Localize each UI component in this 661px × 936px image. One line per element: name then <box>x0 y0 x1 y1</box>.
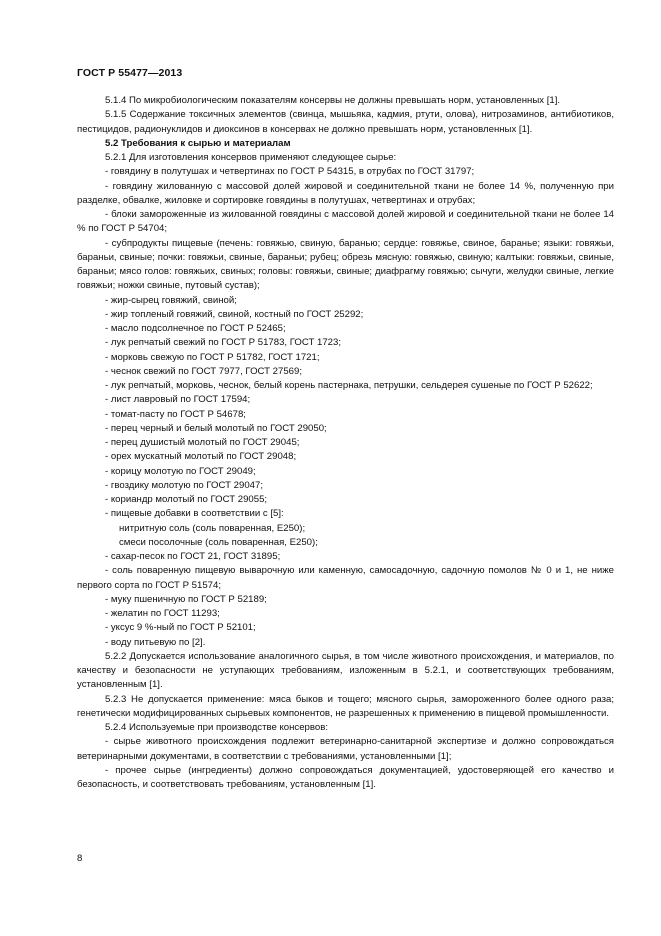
list-item: - орех мускатный молотый по ГОСТ 29048; <box>105 451 297 463</box>
list-item: - перец черный и белый молотый по ГОСТ 29050; <box>105 422 327 434</box>
list-item: - муку пшеничную по ГОСТ Р 52189; <box>105 593 267 605</box>
list-item: - желатин по ГОСТ 11293; <box>105 608 220 619</box>
document-header: ГОСТ Р 55477—2013 <box>77 67 183 79</box>
list-item: - говядину в полутушах и четвертинах по ГОСТ Р 54315, в отрубах по ГОСТ 31797; <box>105 166 475 178</box>
list-item: - томат-пасту по ГОСТ Р 54678; <box>105 408 246 420</box>
list-item: - перец душистый молотый по ГОСТ 29045; <box>105 437 300 448</box>
list-item: - чеснок свежий по ГОСТ 7977, ГОСТ 27569; <box>105 365 303 377</box>
list-item: - гвоздику молотую по ГОСТ 29047; <box>105 479 263 491</box>
nested-list-item: нитритную соль (соль поваренная, Е250); <box>119 522 306 534</box>
paragraph-5-2-2: 5.2.2 Допускается использование аналогичного сырья, в том числе животного происхождения, и материалов, по качеству и безопасности не уступающих требованиям, изложенным в 5.2.1, и соответствующих требованиям, установленным [1]. <box>77 650 614 691</box>
paragraph-5-2-4: 5.2.4 Используемые при производстве консервов: <box>105 722 328 733</box>
list-item: - кориандр молотый по ГОСТ 29055; <box>105 494 268 505</box>
list-item: - блоки замороженные из жилованной говядины с массовой долей жировой и соединительной ткани не более 14 % по ГОСТ Р 54704; <box>77 209 614 235</box>
list-item: - уксус 9 %-ный по ГОСТ Р 52101; <box>105 622 256 634</box>
list-item: - лук репчатый свежий по ГОСТ Р 51783, ГОСТ 1723; <box>105 337 342 349</box>
list-item: - сахар-песок по ГОСТ 21, ГОСТ 31895; <box>105 551 281 562</box>
list-item: - говядину жилованную с массовой долей жировой и соединительной ткани не более 14 %, полученную при разделке, обвалке, жиловке и сортировке говядины в полутушах, четвертинах и отрубах; <box>77 180 614 206</box>
list-item: - масло подсолнечное по ГОСТ Р 52465; <box>105 323 286 334</box>
paragraph-5-2-3: 5.2.3 Не допускается применение: мяса быков и тощего; мясного сырья, замороженного более одного раза; генетически модифицированных сырьевых компонентов, не разрешенных к применению в пищевой промышленности. <box>77 693 614 719</box>
list-item: - морковь свежую по ГОСТ Р 51782, ГОСТ 1721; <box>105 351 320 363</box>
document-body <box>77 94 614 792</box>
list-item: - лист лавровый по ГОСТ 17594; <box>105 394 251 406</box>
section-heading-5-2: 5.2 Требования к сырью и материалам <box>105 137 291 149</box>
list-item: - субпродукты пищевые (печень: говяжью, свиную, баранью; сердце: говяжье, свиное, баранье; языки: говяжьи, бараньи, свиные; почки: говяжьи, свиные, бараньи; рубец; обрезь мясную: говяжью, свиную; калтыки: говяжьи, свиные, бараньи; мясо голов: говяжьих, свиных; головы: говяжьи, свиные; диафрагму говяжью; сычуги, желудки свиные, легкие говяжьи; ножки свиные, путовый сустав); <box>77 237 614 292</box>
list-item: - лук репчатый, морковь, чеснок, белый корень пастернака, петрушки, сельдерея сушеные по ГОСТ Р 52622; <box>105 380 593 391</box>
page-number: 8 <box>77 853 83 864</box>
list-item: - жир-сырец говяжий, свиной; <box>105 294 237 306</box>
nested-list-item: смеси посолочные (соль поваренная, Е250); <box>119 536 318 548</box>
list-item: - прочее сырье (ингредиенты) должно сопровождаться документацией, удостоверяющей его качество и безопасность, и соответствовать требованиям, установленным [1]. <box>77 764 614 790</box>
list-item: - сырье животного происхождения подлежит ветеринарно-санитарной экспертизе и должно сопровождаться ветеринарными документами, в соответствии с требованиями, установленными [1]; <box>77 736 614 762</box>
paragraph-5-1-5: 5.1.5 Содержание токсичных элементов (свинца, мышьяка, кадмия, ртути, олова), нитрозаминов, антибиотиков, пестицидов, радионуклидов и диоксинов в консервах не должно превышать норм, установленных [1]. <box>77 109 614 135</box>
paragraph-5-1-4: 5.1.4 По микробиологическим показателям консервы не должны превышать норм, установленных [1]. <box>105 95 561 106</box>
list-item: - воду питьевую по [2]. <box>105 636 206 648</box>
list-item: - пищевые добавки в соответствии с [5]: <box>105 508 284 520</box>
list-item: - корицу молотую по ГОСТ 29049; <box>105 465 256 477</box>
paragraph-5-2-1: 5.2.1 Для изготовления консервов применяют следующее сырье: <box>105 152 397 163</box>
list-item: - жир топленый говяжий, свиной, костный по ГОСТ 25292; <box>105 308 364 320</box>
list-item: - соль поваренную пищевую выварочную или каменную, самосадочную, садочную помолов № 0 и 1, не ниже первого сорта по ГОСТ Р 51574; <box>77 565 614 591</box>
